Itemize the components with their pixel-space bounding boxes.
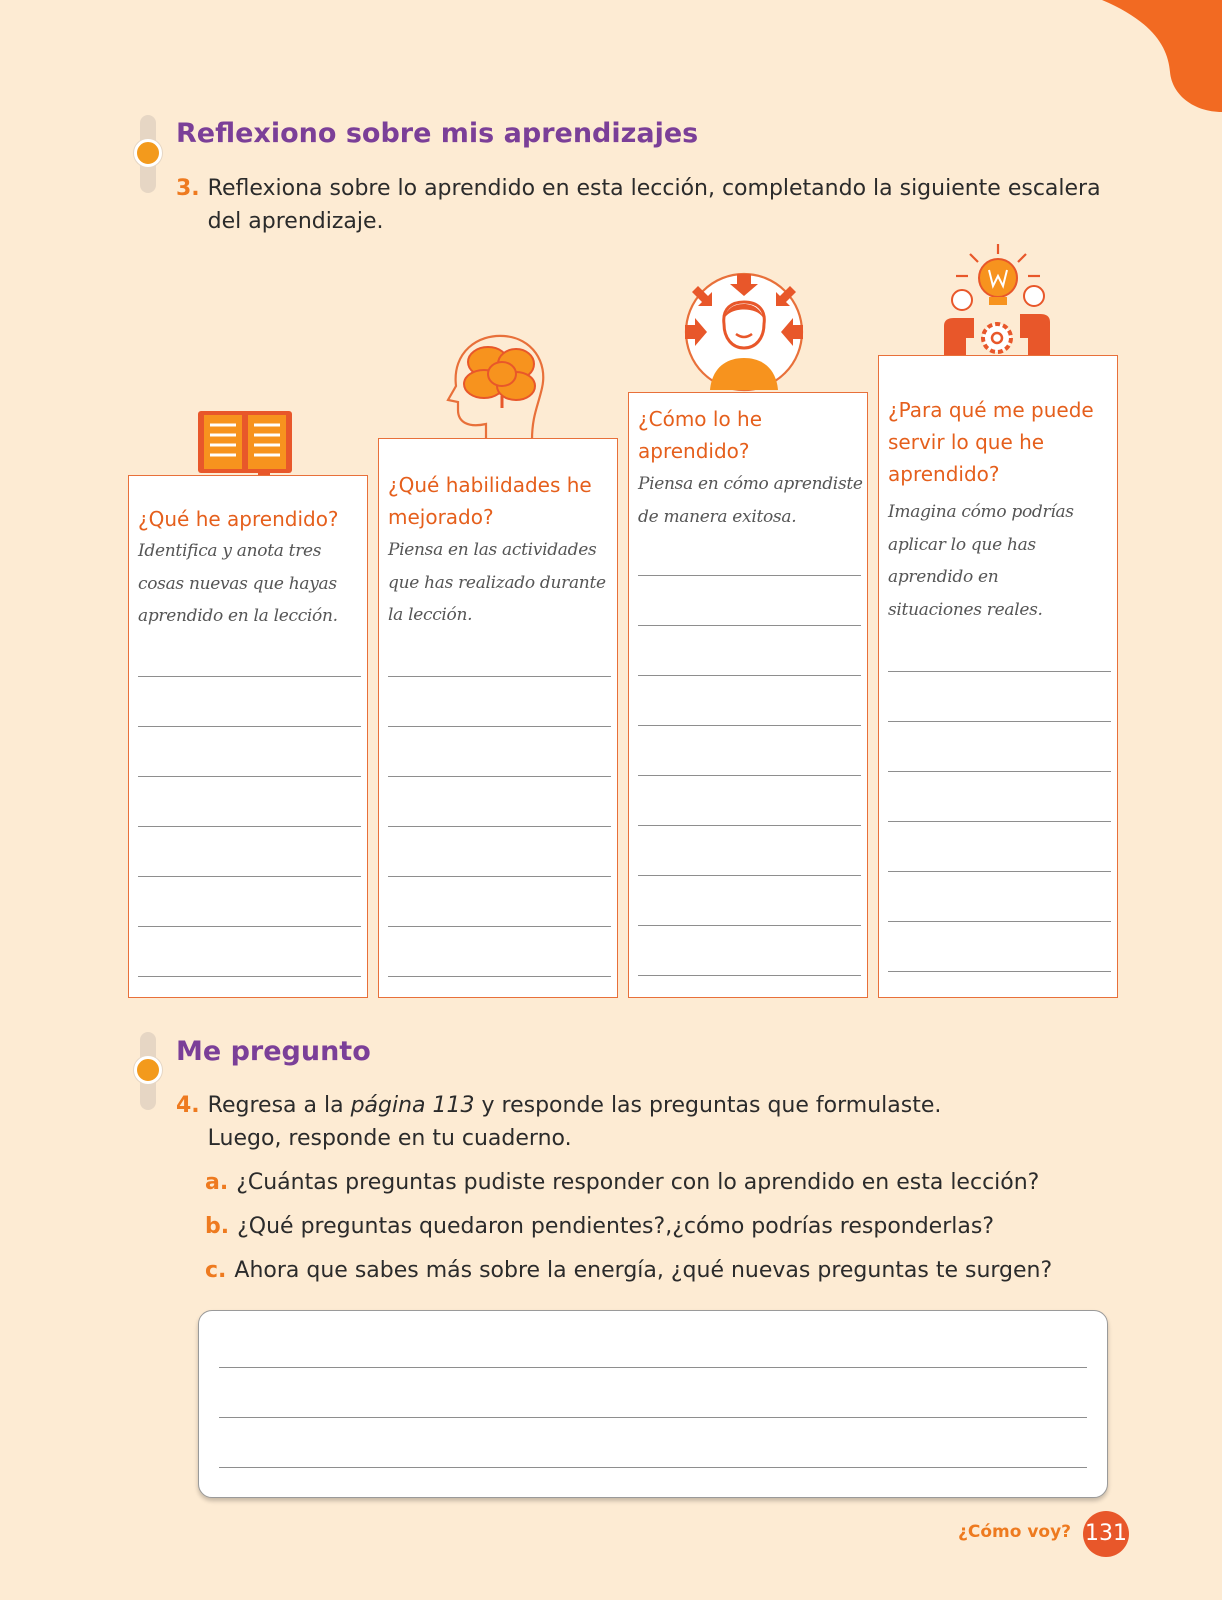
writing-line[interactable] bbox=[138, 926, 361, 927]
card-hint: Piensa en las actividades que has realizado durante la lección. bbox=[388, 540, 606, 625]
answer-box[interactable] bbox=[198, 1310, 1108, 1498]
writing-line[interactable] bbox=[638, 925, 861, 926]
writing-line[interactable] bbox=[638, 625, 861, 626]
writing-line[interactable] bbox=[888, 671, 1111, 672]
writing-line[interactable] bbox=[388, 676, 611, 677]
writing-line[interactable] bbox=[219, 1467, 1087, 1468]
card-habilidades-mejoradas bbox=[378, 438, 618, 998]
brain-head-icon bbox=[428, 322, 548, 442]
card-como-lo-he-aprendido bbox=[628, 392, 868, 998]
writing-line[interactable] bbox=[138, 776, 361, 777]
writing-line[interactable] bbox=[888, 921, 1111, 922]
card-question: ¿Cómo lo he aprendido? bbox=[638, 407, 763, 463]
writing-line[interactable] bbox=[638, 725, 861, 726]
card-question: ¿Para qué me puede servir lo que he aprendido? bbox=[888, 398, 1094, 486]
sub-question-c: c. Ahora que sabes más sobre la energía, ¿qué nuevas preguntas te surgen? bbox=[205, 1258, 1053, 1283]
card-question: ¿Qué he aprendido? bbox=[138, 507, 339, 531]
writing-line[interactable] bbox=[888, 971, 1111, 972]
writing-line[interactable] bbox=[138, 726, 361, 727]
writing-line[interactable] bbox=[138, 676, 361, 677]
item-number: 3. bbox=[176, 176, 200, 201]
instruction-3 bbox=[176, 172, 1101, 238]
writing-line[interactable] bbox=[638, 825, 861, 826]
writing-line[interactable] bbox=[219, 1417, 1087, 1418]
instruction-line: Luego, responde en tu cuaderno. bbox=[207, 1126, 572, 1151]
writing-line[interactable] bbox=[888, 821, 1111, 822]
card-question: ¿Qué habilidades he mejorado? bbox=[388, 473, 592, 529]
sub-question-a: a. ¿Cuántas preguntas pudiste responder con lo aprendido en esta lección? bbox=[205, 1170, 1040, 1195]
card-hint: Imagina cómo podrías aplicar lo que has aprendido en situaciones reales. bbox=[888, 502, 1074, 620]
writing-line[interactable] bbox=[638, 775, 861, 776]
instruction-line: del aprendizaje. bbox=[207, 209, 384, 234]
writing-line[interactable] bbox=[888, 771, 1111, 772]
instruction-4: 4. Regresa a la página 113 y responde las preguntas que formulaste. Luego, responde en tu cuaderno. bbox=[176, 1093, 942, 1151]
lightbulb-gear-icon bbox=[942, 242, 1060, 360]
instruction-line: Reflexiona sobre lo aprendido en esta lección, completando la siguiente escalera bbox=[207, 176, 1101, 201]
writing-line[interactable] bbox=[638, 575, 861, 576]
writing-line[interactable] bbox=[888, 871, 1111, 872]
writing-line[interactable] bbox=[388, 826, 611, 827]
writing-line[interactable] bbox=[638, 975, 861, 976]
writing-line[interactable] bbox=[138, 876, 361, 877]
page-number: 131 bbox=[1083, 1511, 1129, 1557]
writing-line[interactable] bbox=[388, 776, 611, 777]
writing-line[interactable] bbox=[138, 826, 361, 827]
corner-decoration bbox=[1102, 0, 1222, 115]
writing-line[interactable] bbox=[388, 726, 611, 727]
open-book-icon bbox=[196, 407, 294, 485]
writing-line[interactable] bbox=[219, 1367, 1087, 1368]
page-reference: página 113 bbox=[350, 1093, 475, 1118]
item-number: 4. bbox=[176, 1093, 200, 1118]
writing-line[interactable] bbox=[388, 926, 611, 927]
card-hint: Identifica y anota tres cosas nuevas que hayas aprendido en la lección. bbox=[138, 541, 338, 626]
writing-line[interactable] bbox=[638, 675, 861, 676]
writing-line[interactable] bbox=[138, 976, 361, 977]
writing-line[interactable] bbox=[638, 875, 861, 876]
writing-line[interactable] bbox=[388, 876, 611, 877]
card-hint: Piensa en cómo aprendiste de manera exitosa. bbox=[638, 474, 863, 527]
writing-line[interactable] bbox=[388, 976, 611, 977]
focused-person-icon bbox=[682, 272, 806, 396]
card-que-he-aprendido bbox=[128, 475, 368, 998]
footer-section-label: ¿Cómo voy? bbox=[958, 1522, 1072, 1542]
section-title-reflexiono: Reflexiono sobre mis aprendizajes bbox=[176, 118, 699, 149]
card-para-que-me-sirve bbox=[878, 355, 1118, 998]
writing-line[interactable] bbox=[888, 721, 1111, 722]
section-title-me-pregunto: Me pregunto bbox=[176, 1036, 371, 1067]
sub-question-b: b. ¿Qué preguntas quedaron pendientes?,¿cómo podrías responderlas? bbox=[205, 1214, 994, 1239]
